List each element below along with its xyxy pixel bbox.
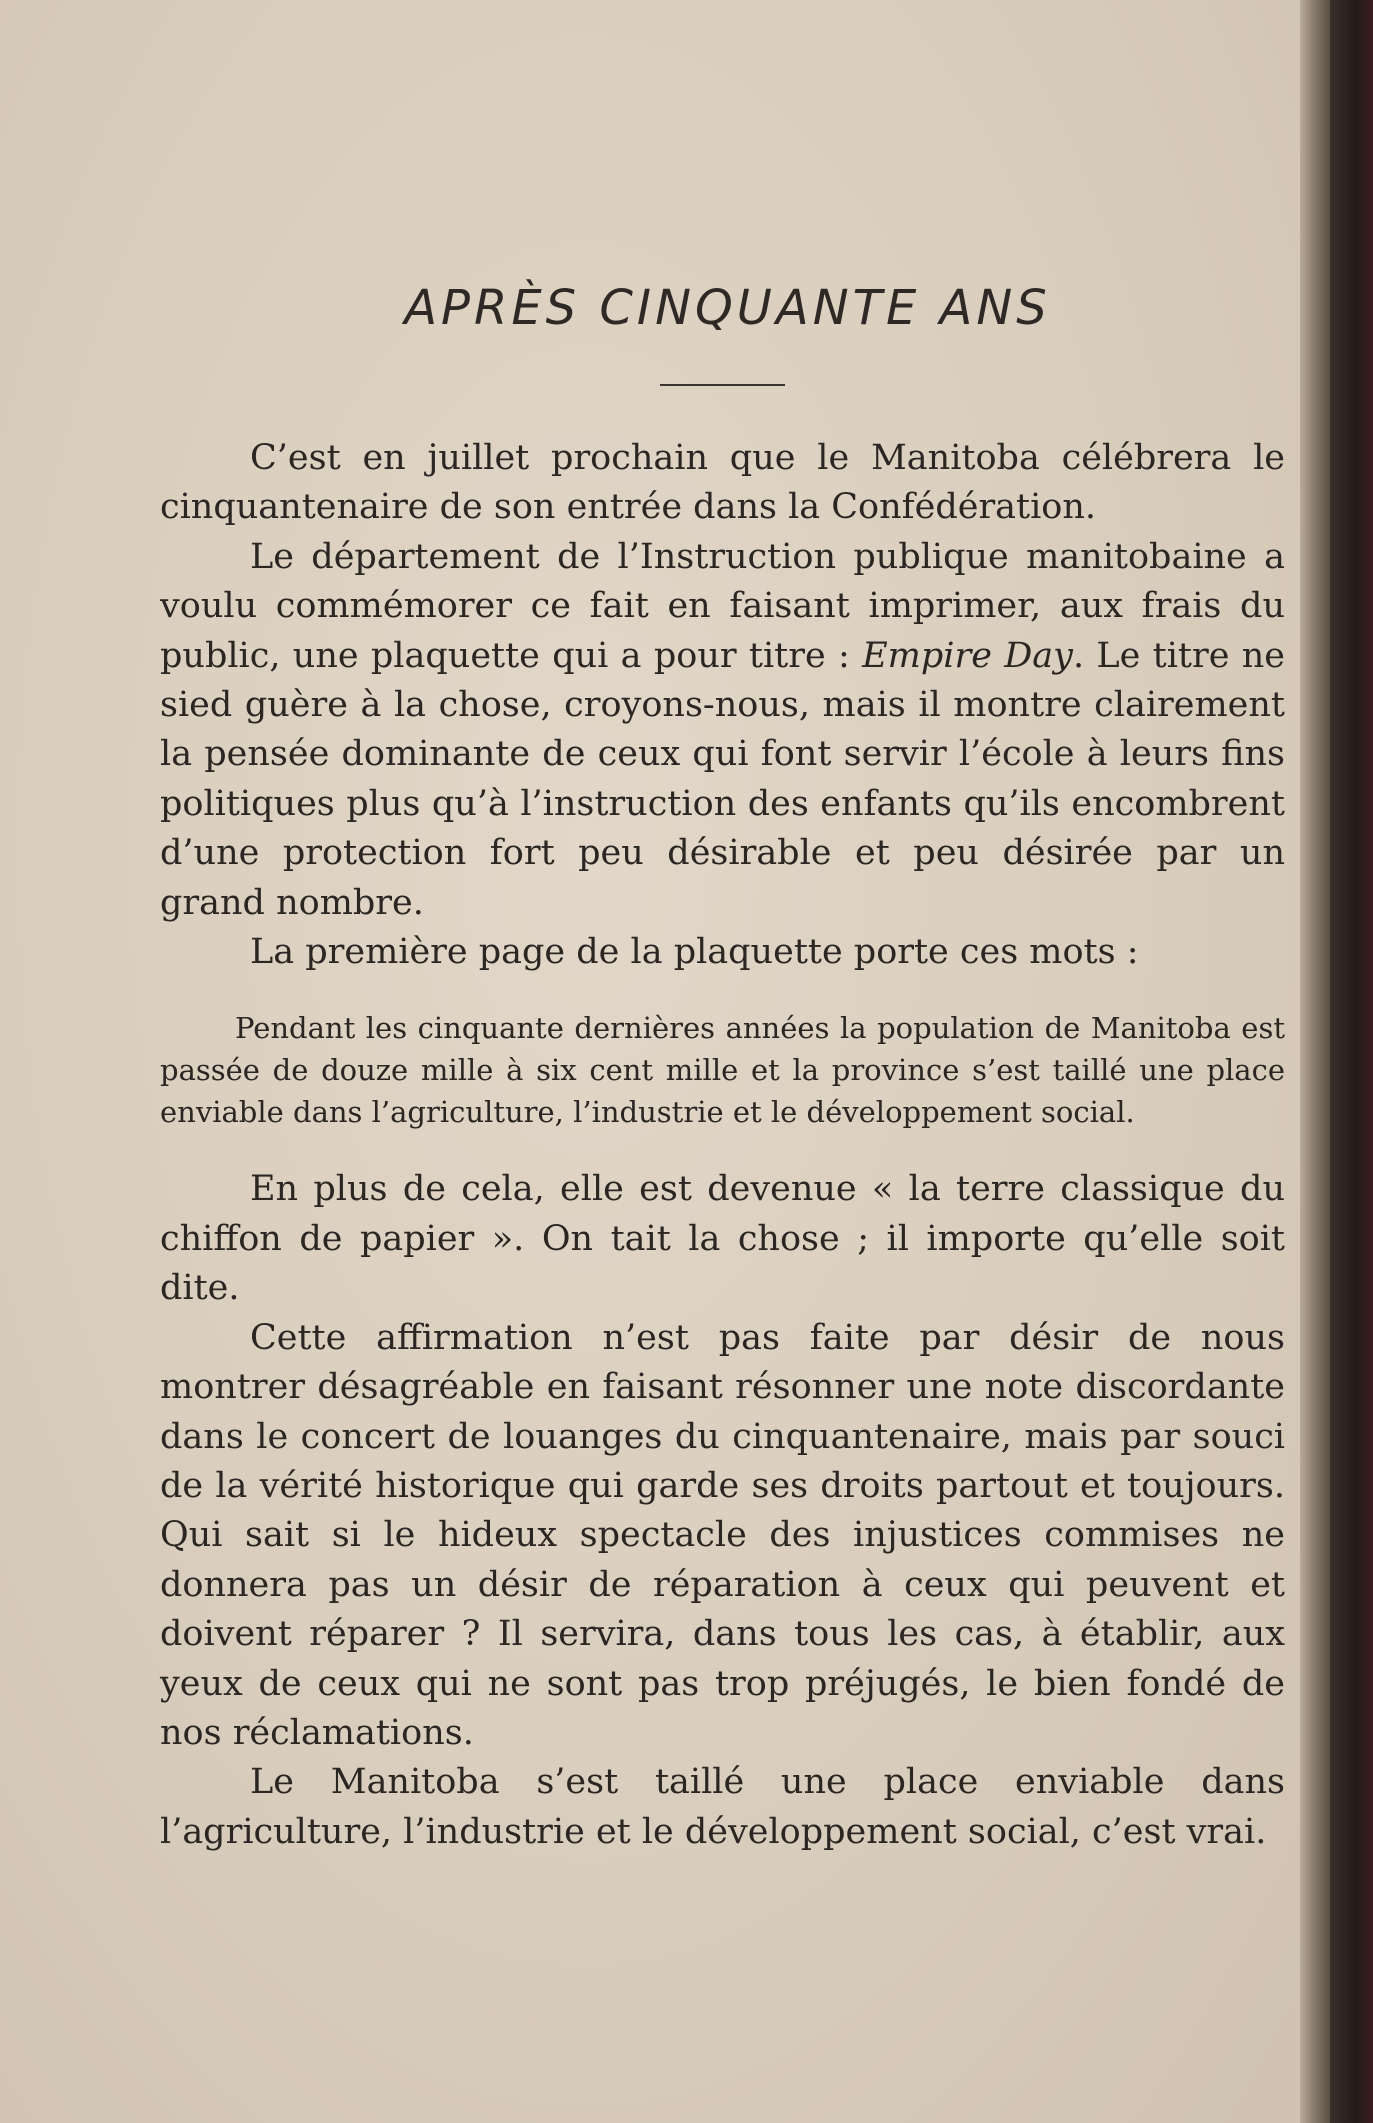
book-cover-edge (1330, 0, 1373, 2123)
paragraph-2 (160, 533, 1285, 928)
body-text (160, 434, 1285, 977)
text-block (160, 280, 1285, 1857)
paragraph-6: Le Manitoba s’est taillé une place enviable dans l’agriculture, l’industrie et le développement social, c’est vrai. (160, 1762, 1285, 1852)
title-rule (660, 384, 785, 386)
paragraph-1: C’est en juillet prochain que le Manitoba célébrera le cinquantenaire de son entrée dans la Confédération. (160, 438, 1285, 528)
paragraph-2-italic-title: Empire Day (862, 635, 1073, 676)
paragraph-2-text-a: Le département de l’Instruction publique manitobaine a voulu commémorer ce fait en faisant imprimer, aux frais du public, une plaquette qui a pour titre : (160, 536, 1285, 676)
paragraph-3: La première page de la plaquette porte ces mots : (250, 932, 1139, 973)
paragraph-4: En plus de cela, elle est devenue « la terre classique du chiffon de papier ». On tait la chose ; il importe qu’elle soit dite. (160, 1169, 1285, 1309)
paragraph-2-text-b: . Le titre ne sied guère à la chose, croyons-nous, mais il montre clairement la pensée dominante de ceux qui font servir l’école à leurs fins politiques plus qu’à l’instruction des enfants qu’ils encombrent d’une protection fort peu désirable et peu désirée par un grand nombre. (160, 635, 1286, 923)
chapter-title: APRÈS CINQUANTE ANS (404, 280, 1051, 336)
body-text-continued (160, 1165, 1285, 1857)
paragraph-5: Cette affirmation n’est pas faite par désir de nous montrer désagréable en faisant résonner une note discordante dans le concert de louanges du cinquantenaire, mais par souci de la vérité historique qui garde ses droits partout et toujours. Qui sait si le hideux spectacle des injustices commises ne donnera pas un désir de réparation à ceux qui peuvent et doivent réparer ? Il servira, dans tous les cas, à établir, aux yeux de ceux qui ne sont pas trop préjugés, le bien fondé de nos réclamations. (160, 1317, 1285, 1753)
block-quote: Pendant les cinquante dernières années la population de Manitoba est passée de douze mille à six cent mille et la province s’est taillé une place enviable dans l’agriculture, l’industrie et le développement social. (160, 1011, 1285, 1130)
page-edge-shadow (1300, 0, 1330, 2123)
